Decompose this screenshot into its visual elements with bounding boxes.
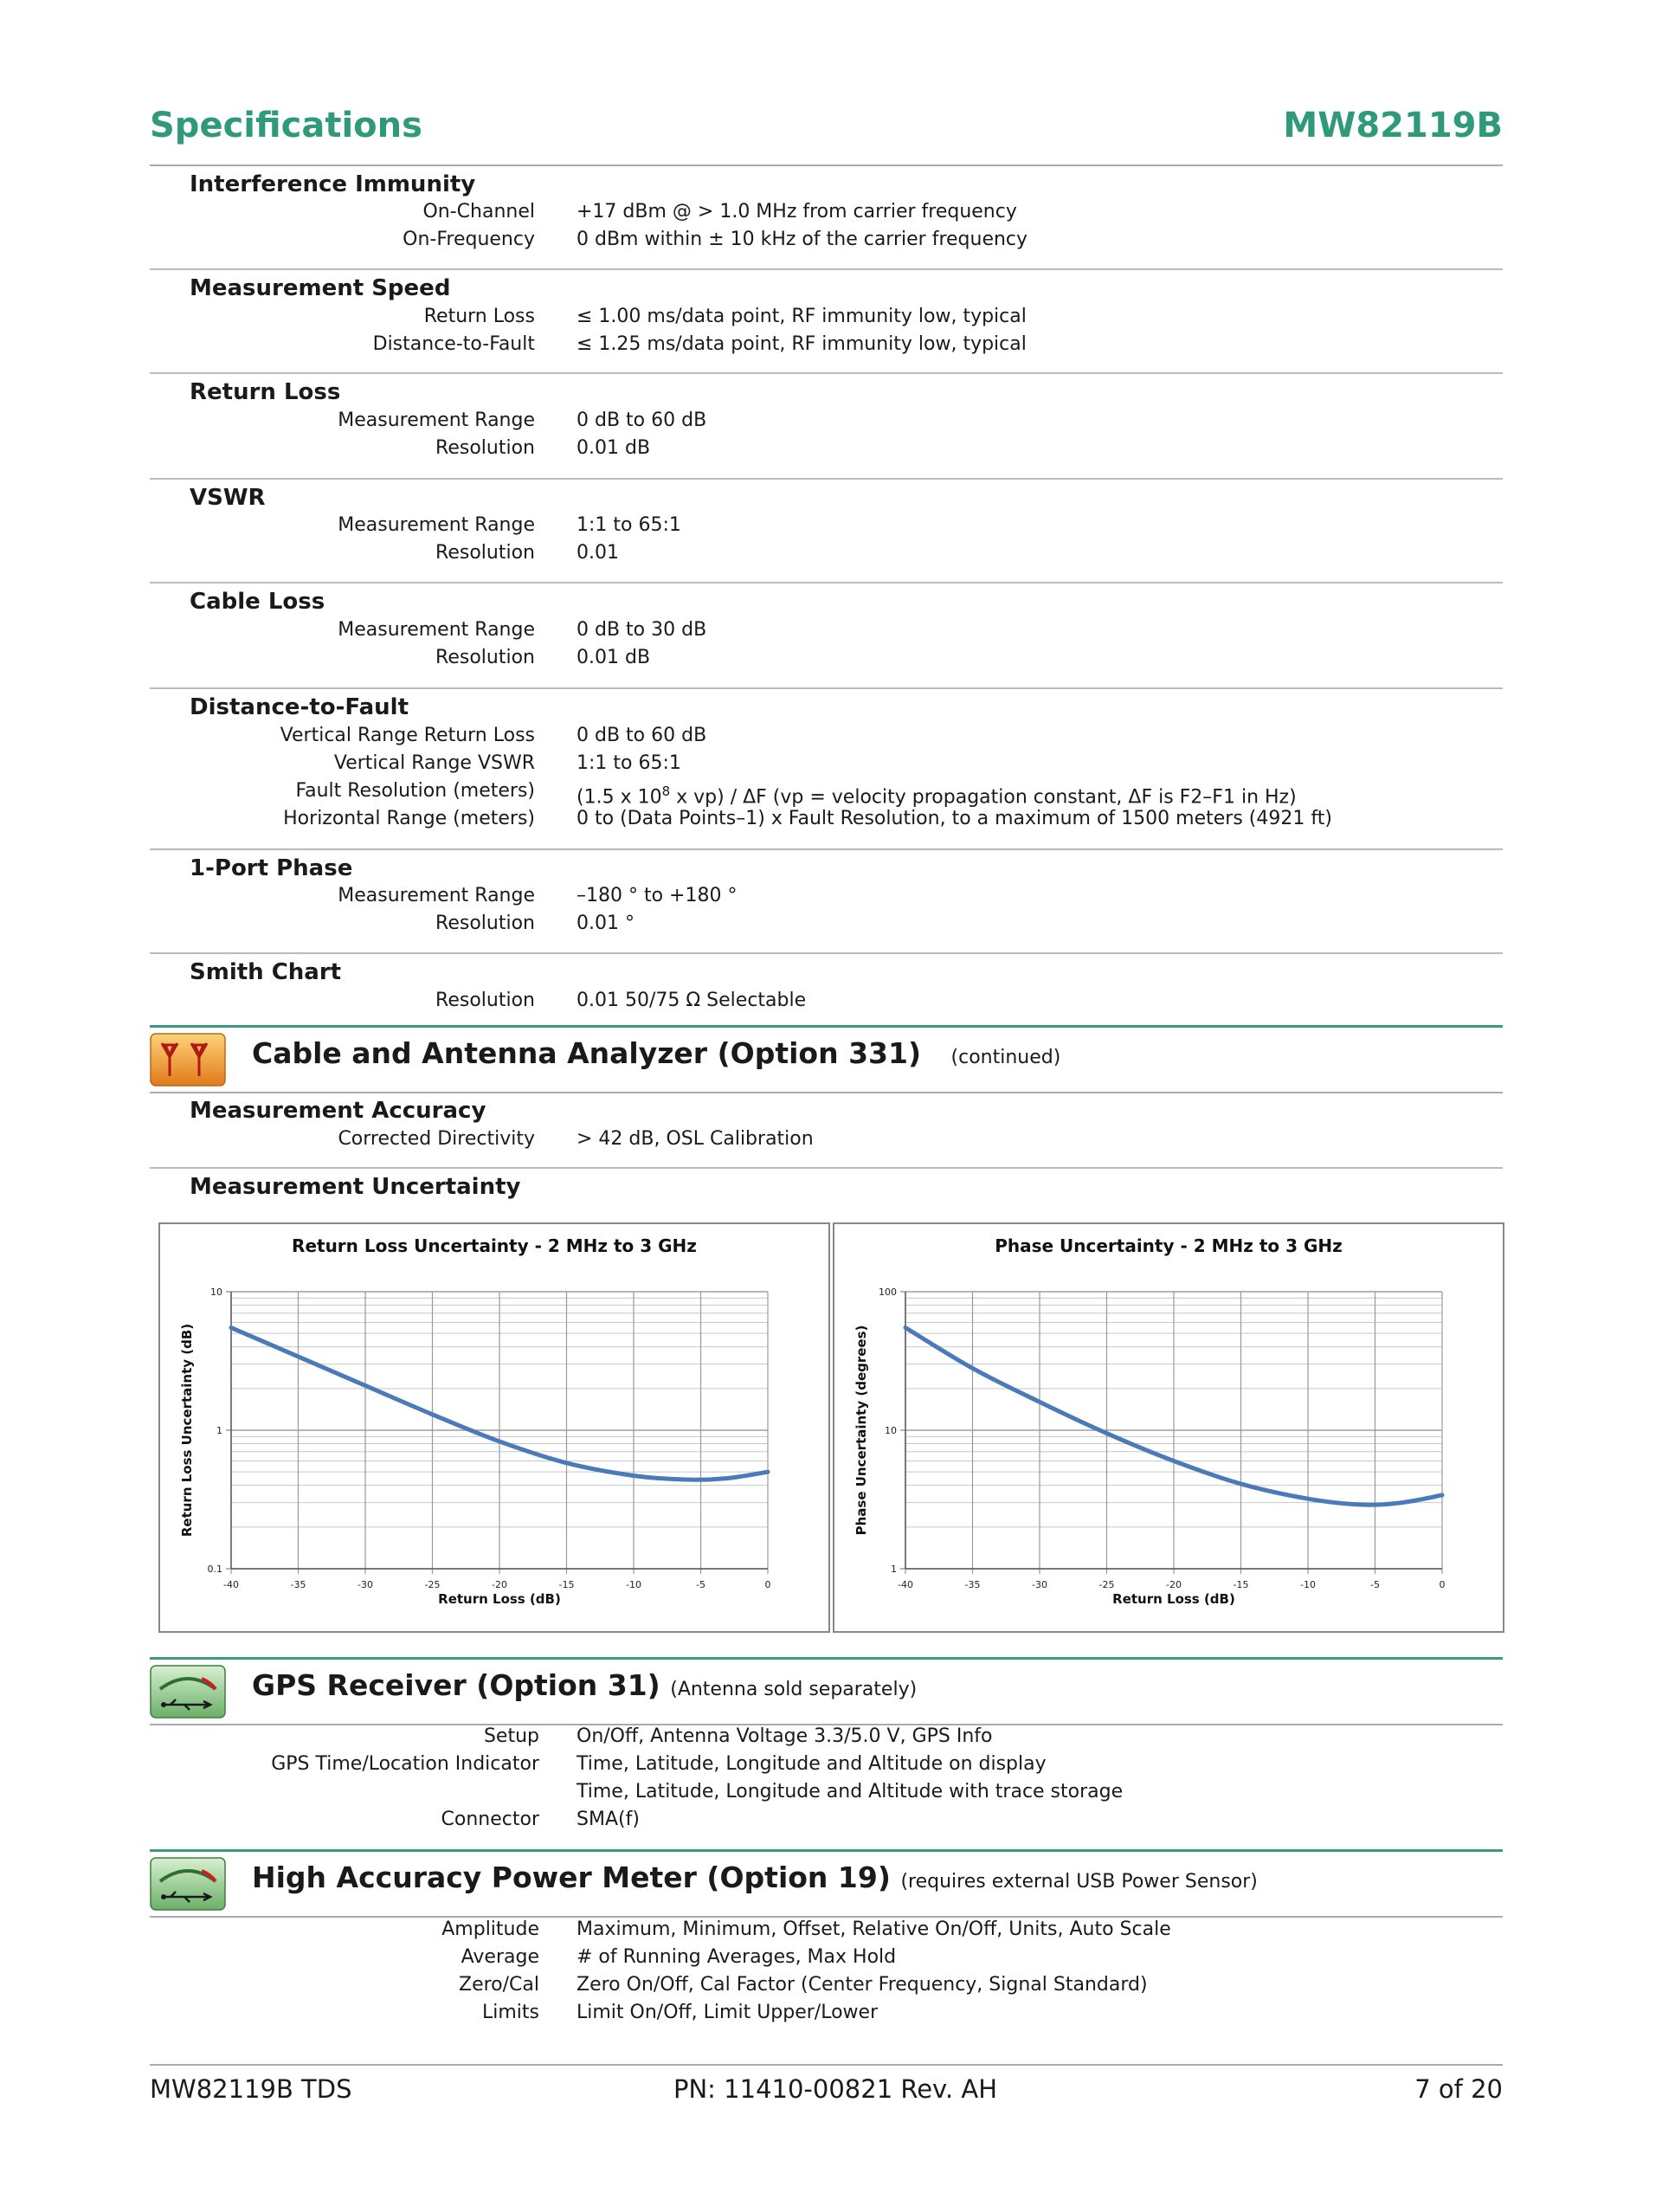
section-cable-loss	[150, 584, 1503, 689]
section-interference-immunity	[150, 166, 1503, 270]
section-1-port-phase	[150, 850, 1503, 954]
section-heading: Smith Chart	[190, 959, 342, 985]
value-part: (1.5 x 10	[577, 786, 662, 809]
model-number: MW82119B	[1283, 106, 1503, 145]
banner-title	[252, 1668, 917, 1702]
spec-row	[150, 435, 1503, 462]
x-tick-label: -40	[223, 1579, 239, 1590]
x-tick-label: -5	[696, 1579, 705, 1590]
x-tick-label: 0	[1439, 1579, 1446, 1590]
x-tick-label: -25	[424, 1579, 441, 1590]
banner-note: (Antenna sold separately)	[670, 1679, 918, 1700]
page-footer	[150, 2064, 1503, 2109]
section-heading: Return Loss	[190, 379, 341, 405]
spec-label: Setup	[483, 1725, 539, 1747]
x-tick-label: -10	[626, 1579, 641, 1590]
spec-label: Amplitude	[441, 1919, 539, 1940]
section-heading: 1-Port Phase	[190, 855, 353, 881]
section-measurement-speed	[150, 270, 1503, 374]
x-tick-label: -35	[290, 1579, 306, 1590]
footer-doc-id: MW82119B TDS	[150, 2074, 352, 2104]
spec-label: Zero/Cal	[459, 1974, 539, 1996]
y-tick-label: 1	[216, 1425, 222, 1436]
x-tick-label: -30	[358, 1579, 373, 1590]
x-tick-label: -20	[1166, 1579, 1182, 1590]
banner-title-text: Cable and Antenna Analyzer (Option 331)	[252, 1036, 922, 1070]
spec-row	[150, 226, 1503, 254]
spec-row	[150, 331, 1503, 358]
section-distance-to-fault	[150, 689, 1503, 850]
spec-row	[150, 987, 1503, 1015]
spec-row	[150, 722, 1503, 750]
spec-row	[150, 1806, 1503, 1834]
banner-title	[252, 1036, 1060, 1070]
x-tick-label: -5	[1370, 1579, 1380, 1590]
spec-value: 0.01 dB	[577, 647, 651, 668]
spec-label: Resolution	[435, 913, 535, 934]
spec-row	[150, 1751, 1503, 1778]
banner-title-text: High Accuracy Power Meter (Option 19)	[252, 1861, 891, 1894]
section-return-loss	[150, 374, 1503, 480]
section-gps-receiver	[150, 1723, 1503, 1844]
spec-row	[150, 644, 1503, 672]
spec-value: Time, Latitude, Longitude and Altitude on display	[577, 1753, 1047, 1775]
section-power-meter	[150, 1916, 1503, 2037]
banner-title	[252, 1861, 1258, 1894]
spec-label: On-Frequency	[403, 229, 535, 250]
y-tick-label: 10	[210, 1287, 222, 1298]
spec-label: Measurement Range	[338, 885, 535, 906]
spec-row	[150, 910, 1503, 938]
spec-row	[150, 1999, 1503, 2027]
return-loss-uncertainty-chart	[158, 1222, 830, 1633]
spec-value: 0.01 °	[577, 913, 635, 934]
spec-value: On/Off, Antenna Voltage 3.3/5.0 V, GPS Info	[577, 1725, 993, 1747]
spec-value: ≤ 1.25 ms/data point, RF immunity low, typical	[577, 333, 1027, 355]
spec-value: 1:1 to 65:1	[577, 752, 681, 774]
spec-label: Resolution	[435, 647, 535, 668]
x-tick-label: -15	[1233, 1579, 1249, 1590]
chart-svg	[834, 1224, 1503, 1631]
spec-row	[150, 1944, 1503, 1971]
spec-value: > 42 dB, OSL Calibration	[577, 1128, 814, 1150]
x-tick-label: -35	[964, 1579, 981, 1590]
spec-row	[150, 407, 1503, 435]
x-axis-label: Return Loss (dB)	[438, 1591, 561, 1607]
section-heading: Measurement Speed	[190, 275, 451, 301]
spec-label: Return Loss	[423, 306, 535, 327]
spec-value: Zero On/Off, Cal Factor (Center Frequency, Signal Standard)	[577, 1974, 1148, 1996]
x-tick-label: -10	[1300, 1579, 1316, 1590]
spec-label: Average	[461, 1946, 539, 1968]
x-tick-label: -25	[1098, 1579, 1115, 1590]
section-measurement-uncertainty	[150, 1169, 1503, 1212]
spec-label: On-Channel	[422, 201, 535, 222]
spec-row	[150, 805, 1503, 833]
x-tick-label: -15	[558, 1579, 575, 1590]
spec-label: Measurement Range	[338, 619, 535, 641]
spec-label: Vertical Range VSWR	[333, 752, 535, 774]
spec-value: Maximum, Minimum, Offset, Relative On/Off, Units, Auto Scale	[577, 1919, 1171, 1940]
chart-svg	[160, 1224, 828, 1631]
spec-label: Vertical Range Return Loss	[280, 725, 535, 746]
spec-label: Limits	[482, 2002, 539, 2023]
spec-row	[150, 303, 1503, 331]
section-vswr	[150, 480, 1503, 584]
spec-row	[150, 1778, 1503, 1806]
section-heading: Cable Loss	[190, 589, 325, 615]
spec-row	[150, 1916, 1503, 1944]
banner-cable-antenna-analyzer	[150, 1025, 1503, 1093]
banner-note: (continued)	[950, 1047, 1061, 1068]
spec-row	[150, 1723, 1503, 1751]
chart-title: Phase Uncertainty - 2 MHz to 3 GHz	[995, 1235, 1343, 1256]
spec-row	[150, 1125, 1503, 1153]
x-tick-label: 0	[764, 1579, 771, 1590]
spec-value: 0 to (Data Points–1) x Fault Resolution, to a maximum of 1500 meters (4921 ft)	[577, 808, 1332, 829]
page-header	[150, 102, 1503, 166]
y-axis-label: Phase Uncertainty (degrees)	[854, 1325, 869, 1536]
spec-label: Corrected Directivity	[338, 1128, 535, 1150]
spec-value: Limit On/Off, Limit Upper/Lower	[577, 2002, 879, 2023]
phase-uncertainty-chart	[833, 1222, 1504, 1633]
section-heading: VSWR	[190, 485, 266, 511]
y-tick-label: 10	[885, 1425, 897, 1436]
x-tick-label: -30	[1032, 1579, 1047, 1590]
y-tick-label: 100	[879, 1287, 897, 1298]
banner-gps-receiver	[150, 1657, 1503, 1725]
section-measurement-accuracy	[150, 1093, 1503, 1169]
spec-value: 0.01 dB	[577, 437, 651, 459]
spec-value: 0 dBm within ± 10 kHz of the carrier frequency	[577, 229, 1028, 250]
spec-value: Time, Latitude, Longitude and Altitude with trace storage	[577, 1781, 1124, 1802]
spec-value: 0 dB to 60 dB	[577, 725, 707, 746]
spec-value: SMA(f)	[577, 1809, 640, 1830]
spec-label: Measurement Range	[338, 514, 535, 536]
section-heading: Measurement Accuracy	[190, 1098, 486, 1124]
footer-page-number: 7 of 20	[1414, 2074, 1503, 2104]
power-meter-icon	[150, 1665, 226, 1719]
x-tick-label: -20	[492, 1579, 507, 1590]
x-axis-label: Return Loss (dB)	[1112, 1591, 1235, 1607]
section-smith-chart	[150, 954, 1503, 1023]
spec-row	[150, 882, 1503, 910]
spec-label: Fault Resolution (meters)	[295, 780, 535, 802]
banner-power-meter	[150, 1849, 1503, 1918]
spec-value: –180 ° to +180 °	[577, 885, 738, 906]
chart-title: Return Loss Uncertainty - 2 MHz to 3 GHz	[292, 1235, 697, 1256]
superscript-exponent: 8	[661, 784, 671, 799]
spec-label: Resolution	[435, 542, 535, 564]
page-title: Specifications	[150, 106, 422, 145]
y-tick-label: 1	[891, 1564, 897, 1575]
spec-label: Distance-to-Fault	[372, 333, 535, 355]
antenna-icon	[150, 1033, 226, 1087]
banner-note: (requires external USB Power Sensor)	[900, 1871, 1258, 1893]
spec-row	[150, 1971, 1503, 1999]
y-axis-label: Return Loss Uncertainty (dB)	[179, 1323, 195, 1538]
section-heading: Interference Immunity	[190, 171, 476, 197]
footer-part-number: PN: 11410-00821 Rev. AH	[673, 2074, 998, 2104]
spec-value: +17 dBm @ > 1.0 MHz from carrier frequency	[577, 201, 1017, 222]
spec-value: # of Running Averages, Max Hold	[577, 1946, 897, 1968]
spec-value: ≤ 1.00 ms/data point, RF immunity low, typical	[577, 306, 1027, 327]
spec-label: Connector	[441, 1809, 539, 1830]
section-heading: Distance-to-Fault	[190, 694, 409, 720]
spec-value: 0.01 50/75 Ω Selectable	[577, 990, 807, 1011]
spec-row	[150, 512, 1503, 539]
spec-label: GPS Time/Location Indicator	[271, 1753, 539, 1775]
value-part: x vp) / ΔF (vp = velocity propagation constant, ΔF is F2–F1 in Hz)	[670, 786, 1297, 809]
spec-value: 0.01	[577, 542, 619, 564]
spec-row	[150, 750, 1503, 777]
spec-row	[150, 777, 1503, 809]
section-heading: Measurement Uncertainty	[190, 1174, 521, 1200]
spec-label: Measurement Range	[338, 410, 535, 431]
spec-row	[150, 616, 1503, 644]
power-meter-icon	[150, 1857, 226, 1911]
spec-label: Resolution	[435, 990, 535, 1011]
spec-label: Resolution	[435, 437, 535, 459]
spec-value: 1:1 to 65:1	[577, 514, 681, 536]
y-tick-label: 0.1	[207, 1564, 222, 1575]
banner-title-text: GPS Receiver (Option 31)	[252, 1668, 660, 1702]
spec-value: 0 dB to 30 dB	[577, 619, 707, 641]
spec-label: Horizontal Range (meters)	[283, 808, 535, 829]
x-tick-label: -40	[898, 1579, 913, 1590]
spec-row	[150, 198, 1503, 226]
spec-value: 0 dB to 60 dB	[577, 410, 707, 431]
spec-row	[150, 539, 1503, 567]
